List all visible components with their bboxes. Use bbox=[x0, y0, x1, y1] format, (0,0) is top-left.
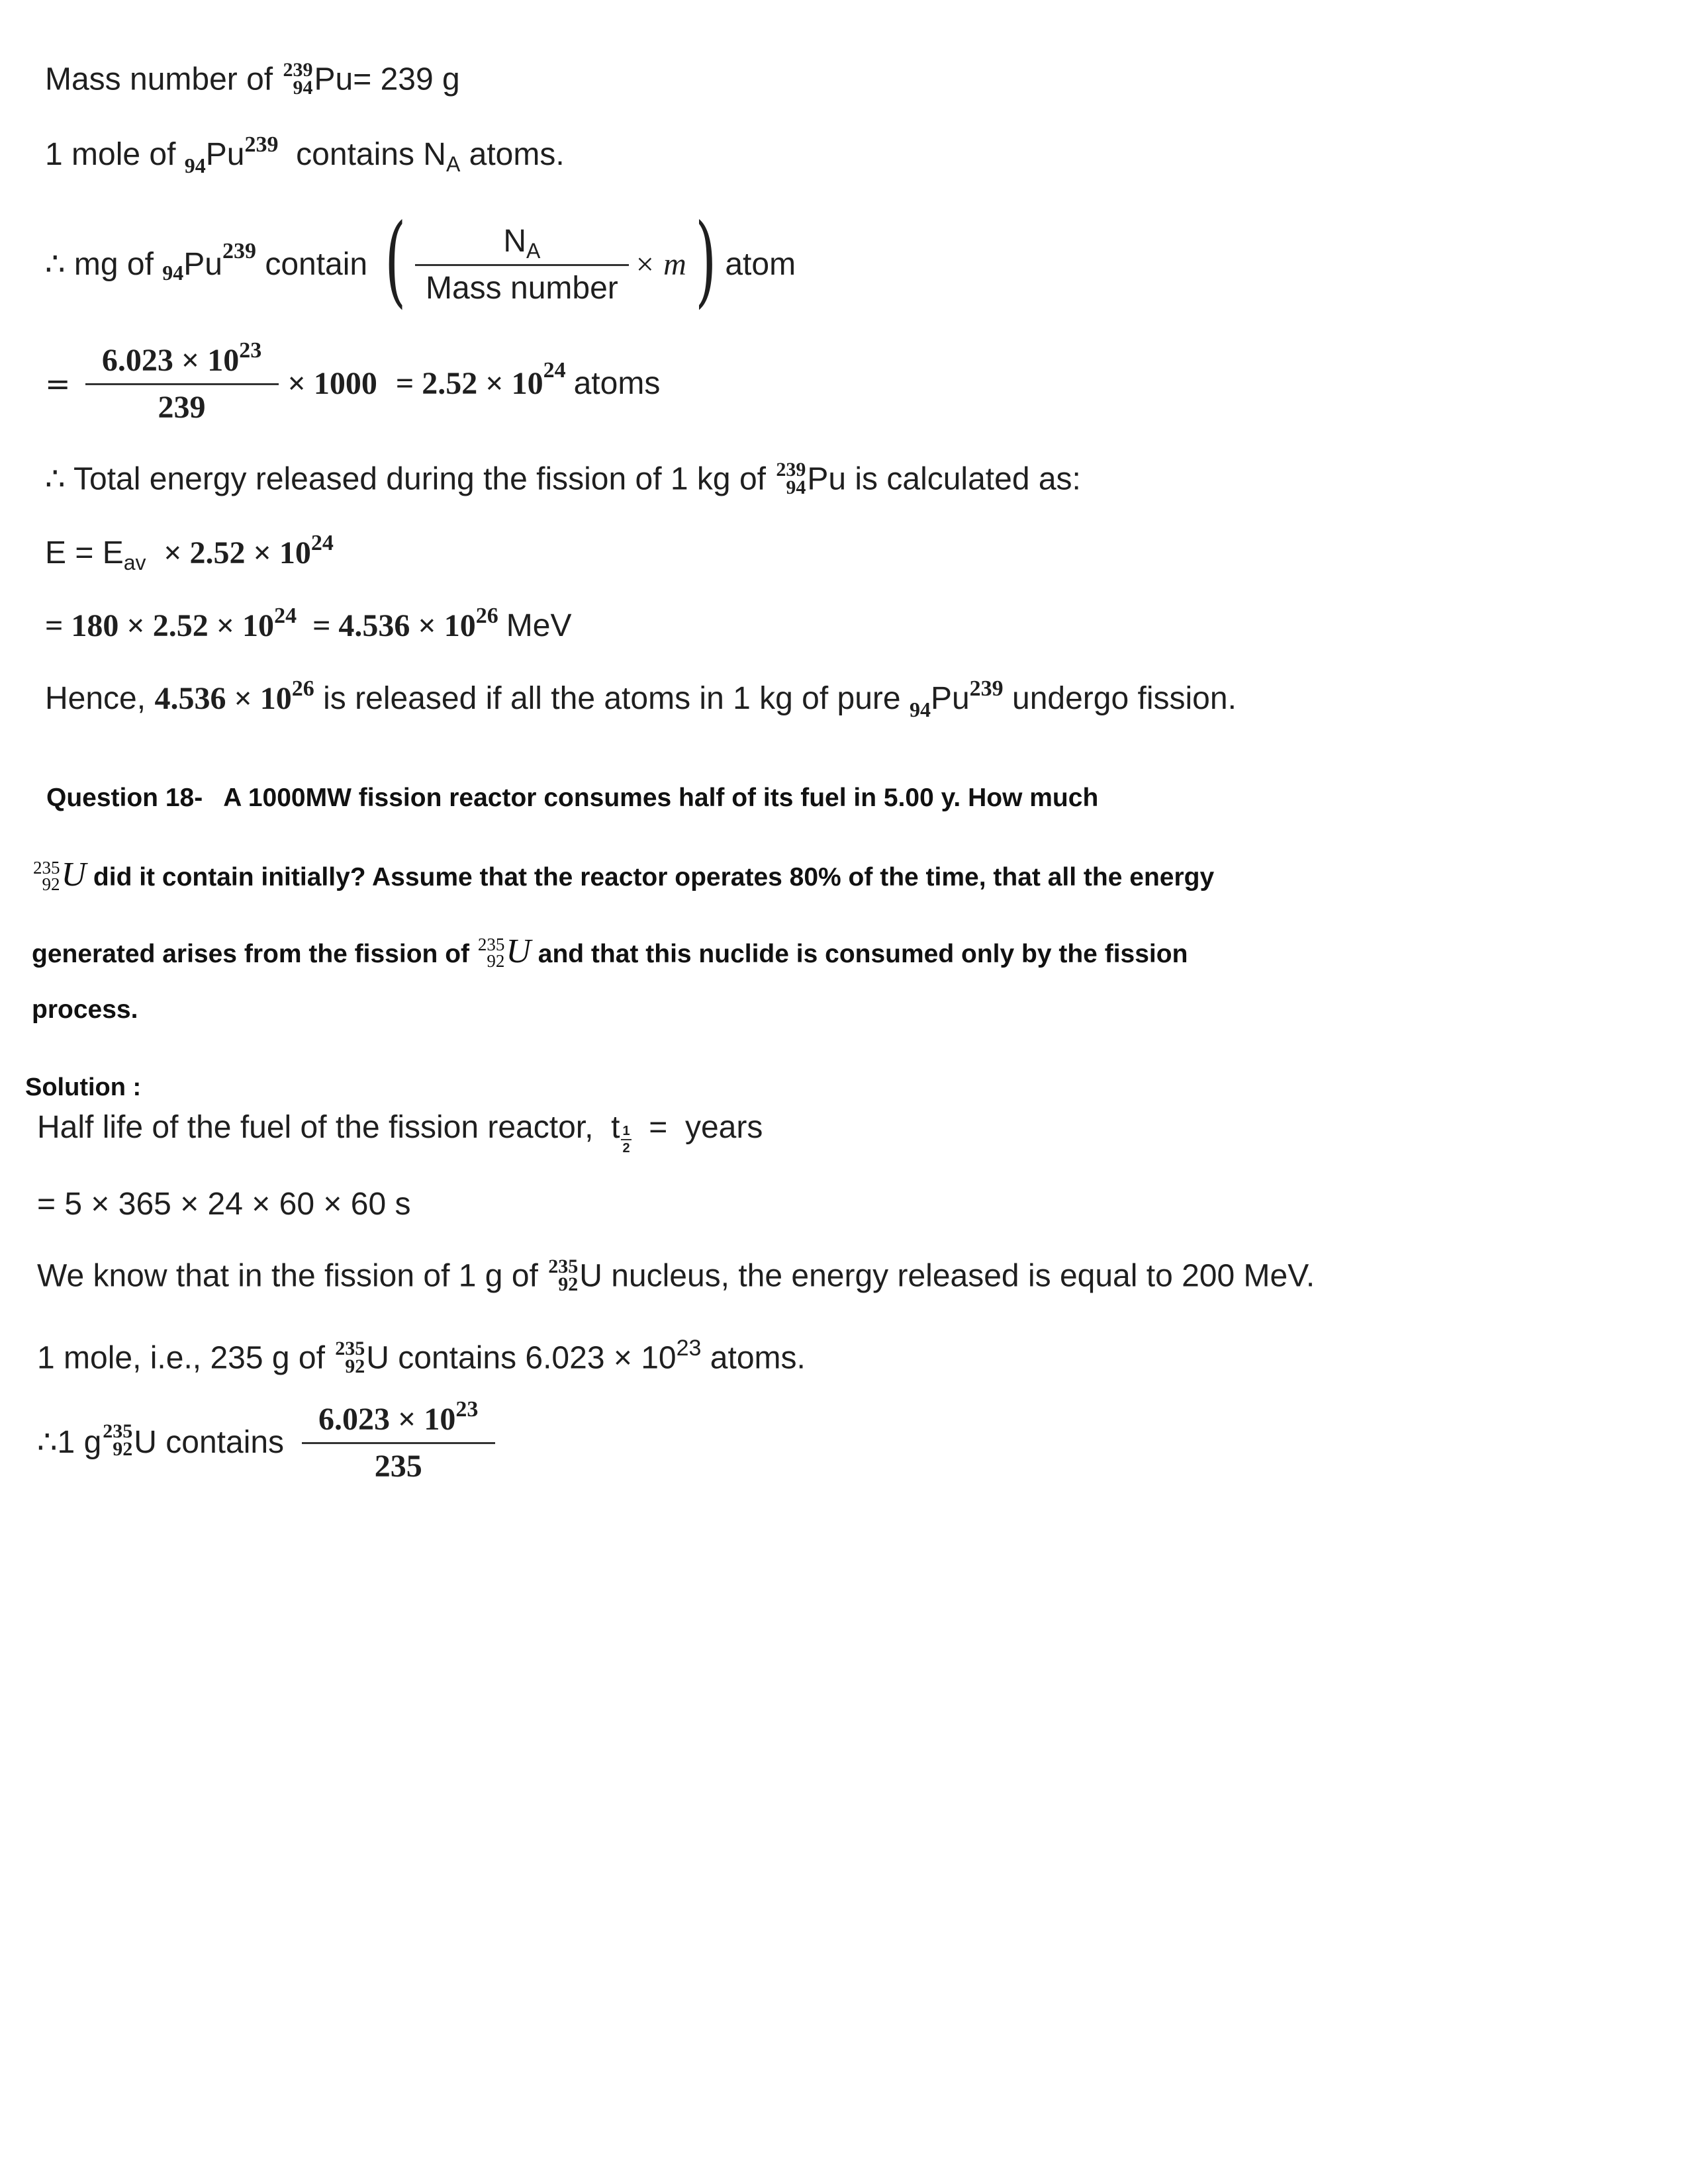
text: = 5 × 365 × 24 × 60 × 60 s bbox=[37, 1187, 411, 1222]
text: Hence, bbox=[45, 681, 146, 716]
numerator: N bbox=[503, 223, 527, 259]
exponent: 26 bbox=[291, 676, 314, 701]
text: 1 mole, i.e., 235 g of bbox=[37, 1340, 325, 1376]
u-nuclide-prescript: 235 92 bbox=[335, 1338, 365, 1377]
exponent: 24 bbox=[310, 531, 334, 555]
line-atoms-result bbox=[45, 338, 660, 430]
numerator: 6.023 × 10 bbox=[101, 342, 240, 378]
mass-number: 239 bbox=[222, 239, 256, 263]
text: is released if all the atoms in 1 kg of pure bbox=[323, 681, 901, 716]
result: = 2.52 × 10 bbox=[395, 366, 543, 401]
u-nuclide-prescript: 235 92 bbox=[548, 1255, 579, 1295]
subscript: A bbox=[445, 152, 461, 176]
line-mass-number bbox=[45, 59, 460, 99]
question-line-4 bbox=[32, 997, 138, 1023]
line-one-mole bbox=[45, 132, 565, 177]
unit: atoms bbox=[573, 366, 661, 401]
question-text: and that this nuclide is consumed only by the fission bbox=[538, 940, 1188, 968]
text: undergo fission. bbox=[1012, 681, 1237, 716]
u-nuclide-prescript: 235 92 bbox=[477, 934, 505, 971]
pu-nuclide-prescript: 239 94 bbox=[283, 59, 313, 99]
question-line-2 bbox=[32, 858, 1214, 895]
rhs: × 2.52 × 10 bbox=[164, 535, 311, 570]
subscript: A bbox=[526, 238, 541, 263]
value: 4.536 × 10 bbox=[154, 681, 292, 716]
text: Mass number of bbox=[45, 62, 273, 97]
solution-seconds bbox=[37, 1189, 410, 1220]
subscript: av bbox=[123, 551, 146, 574]
question-text: generated arises from the fission of bbox=[32, 940, 470, 968]
element-symbol: Pu bbox=[205, 137, 245, 172]
times-1000: × 1000 bbox=[287, 366, 377, 401]
exponent: 23 bbox=[239, 338, 262, 363]
exponent: 23 bbox=[455, 1396, 479, 1422]
text: atoms. bbox=[710, 1340, 806, 1376]
fraction bbox=[85, 338, 279, 425]
denominator: 239 bbox=[85, 383, 279, 424]
text: U nucleus, the energy released is equal to 200 MeV. bbox=[579, 1258, 1315, 1294]
question-label: Question 18- bbox=[46, 784, 203, 812]
u-nuclide-prescript: 235 92 bbox=[33, 858, 60, 894]
denominator: Mass number bbox=[415, 264, 629, 304]
right-paren: ) bbox=[694, 203, 717, 318]
lhs: E = E bbox=[45, 535, 124, 570]
line-energy-value bbox=[45, 604, 572, 643]
element-symbol: U bbox=[61, 856, 87, 893]
question-line-1 bbox=[46, 785, 1098, 811]
text: contains N bbox=[296, 137, 446, 172]
text: 1 mole of bbox=[45, 137, 176, 172]
exponent: 26 bbox=[475, 604, 498, 628]
element-symbol: U bbox=[506, 933, 531, 970]
solution-one-mole bbox=[37, 1335, 806, 1378]
question-text: A 1000MW fission reactor consumes half of its fuel in 5.00 y. How much bbox=[223, 784, 1099, 812]
equals: = bbox=[45, 366, 71, 402]
atomic-number: 94 bbox=[162, 261, 184, 285]
text: ∴ Total energy released during the fission of 1 kg of bbox=[45, 461, 766, 497]
line-total-energy bbox=[45, 459, 1081, 499]
atomic-number: 94 bbox=[184, 154, 206, 177]
left-paren: ( bbox=[385, 203, 406, 318]
text: Pu is calculated as: bbox=[807, 461, 1081, 497]
times-m: × m bbox=[633, 247, 686, 282]
exponent: 23 bbox=[676, 1335, 702, 1361]
solution-half-life bbox=[37, 1110, 763, 1156]
text: We know that in the fission of 1 g of bbox=[37, 1258, 538, 1294]
element-symbol: Pu bbox=[183, 247, 222, 282]
text: atom bbox=[725, 247, 796, 282]
text: = years bbox=[649, 1110, 763, 1145]
u-nuclide-prescript: 235 92 bbox=[103, 1420, 133, 1460]
numerator: 6.023 × 10 bbox=[318, 1401, 456, 1437]
question-text: process. bbox=[32, 995, 138, 1024]
atomic-number: 94 bbox=[909, 698, 931, 721]
text: Half life of the fuel of the fission reactor, bbox=[37, 1110, 594, 1145]
half-subscript: $\frac{1}{2}$ bbox=[622, 1124, 630, 1156]
exponent: 24 bbox=[274, 604, 297, 628]
pu-nuclide-prescript: 239 94 bbox=[776, 459, 806, 498]
line-mg-contains bbox=[45, 205, 796, 324]
text: U contains 6.023 × 10 bbox=[366, 1340, 677, 1376]
text: Pu= 239 g bbox=[314, 62, 460, 97]
line-energy-equation bbox=[45, 531, 334, 574]
avogadro-fraction bbox=[415, 223, 629, 306]
expression: = 4.536 × 10 bbox=[312, 608, 476, 643]
atoms-per-gram-fraction bbox=[302, 1396, 495, 1484]
element-symbol: Pu bbox=[930, 681, 970, 716]
unit: MeV bbox=[506, 608, 572, 643]
exponent: 24 bbox=[543, 358, 566, 383]
text: ∴ mg of bbox=[45, 247, 154, 282]
text: U contains bbox=[134, 1425, 285, 1460]
question-text: did it contain initially? Assume that the reactor operates 80% of the time, that all the energy bbox=[93, 863, 1215, 891]
mass-number: 239 bbox=[244, 132, 279, 157]
solution-energy-per-gram bbox=[37, 1255, 1315, 1296]
solution-one-gram bbox=[37, 1393, 495, 1492]
line-hence bbox=[45, 676, 1237, 721]
mass-number: 239 bbox=[969, 676, 1004, 701]
solution-label bbox=[25, 1075, 141, 1100]
question-line-3 bbox=[32, 934, 1188, 972]
t-symbol: t bbox=[611, 1110, 620, 1145]
denominator: 235 bbox=[302, 1442, 495, 1482]
text: ∴1 g bbox=[37, 1425, 102, 1460]
expression: = 180 × 2.52 × 10 bbox=[45, 608, 275, 643]
text: contain bbox=[265, 247, 368, 282]
text: atoms. bbox=[469, 137, 565, 172]
text: Solution : bbox=[25, 1073, 142, 1101]
